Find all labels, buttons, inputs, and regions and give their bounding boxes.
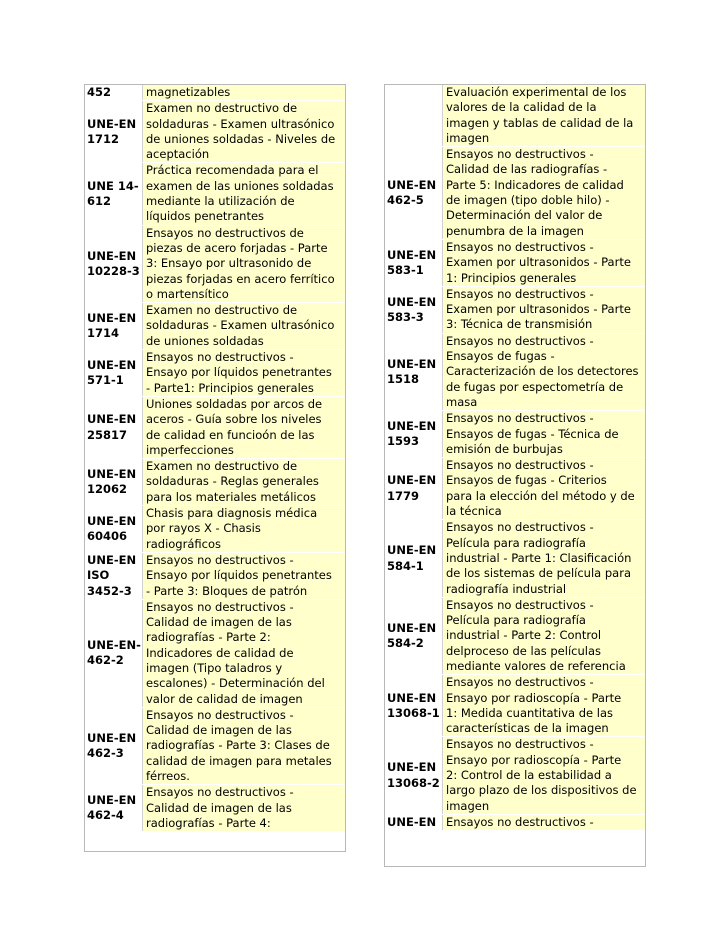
table-row <box>85 459 345 506</box>
description-line: imperfecciones <box>146 442 234 457</box>
description-line: Ensayos de fugas - Técnica de <box>446 426 619 441</box>
description-line: escalones) - Determinación del <box>146 676 325 691</box>
description-line: Ensayos no destructivos - <box>446 597 594 612</box>
table-row <box>85 506 345 553</box>
description-line: Ensayo por radioscopía - Parte <box>446 752 622 767</box>
standard-code: UNE-EN 583-1 <box>387 247 437 277</box>
description-line: Ensayos no destructivos - <box>146 707 294 722</box>
description-line: piezas de acero forjadas - Parte <box>146 240 328 255</box>
description-line: Ensayos no destructivos - <box>446 333 594 348</box>
standard-code <box>385 85 442 146</box>
description-line: 2: Control de la estabilidad a <box>446 768 612 783</box>
description-line: Evaluación experimental de los <box>446 85 627 99</box>
description-line: de imagen (tipo doble hilo) - <box>446 193 610 208</box>
description-line: Ensayos de fugas - Criterios <box>446 473 607 488</box>
standard-description <box>142 226 345 302</box>
description-line: valor de calidad de imagen <box>146 691 303 706</box>
table-row <box>85 303 345 350</box>
description-line: Ensayos no destructivos - <box>146 785 294 800</box>
description-line: de los sistemas de película para <box>446 566 631 581</box>
description-line: Calidad de las radiografías - <box>446 162 608 177</box>
table-row <box>385 737 645 814</box>
standard-description <box>442 458 645 519</box>
description-line: Ensayos de fugas - <box>446 349 555 364</box>
standard-code: UNE-EN 584-2 <box>387 620 437 651</box>
description-line: Ensayos no destructivos - <box>446 147 594 162</box>
standard-code: UNE-EN 13068-2 <box>387 760 440 790</box>
standard-code: UNE-EN 462-4 <box>87 793 137 823</box>
description-line: 3: Ensayo por ultrasonido de <box>146 256 312 271</box>
standard-description <box>142 600 345 707</box>
description-line: Determinación del valor de <box>446 208 603 223</box>
standard-description <box>142 85 345 100</box>
table-row <box>385 287 645 334</box>
table-row <box>85 350 345 397</box>
standard-code: UNE-EN 583-3 <box>387 294 437 324</box>
description-line: calidad de imagen para metales <box>146 753 332 768</box>
description-line: radiografías - Parte 4: <box>146 815 271 830</box>
standard-description <box>142 101 345 162</box>
standard-description <box>442 675 645 736</box>
description-line: soldaduras - Examen ultrasónico <box>146 318 335 333</box>
table-row <box>385 815 645 831</box>
description-line: de calidad en funcioón de las <box>146 427 315 442</box>
standard-description <box>442 737 645 813</box>
description-line: Examen no destructivo de <box>146 101 298 116</box>
description-line: imagen (Tipo taladros y <box>146 660 283 675</box>
description-line: delproceso de las películas <box>446 643 601 658</box>
standard-code: 452 <box>87 85 112 99</box>
description-line: Película para radiografía <box>446 613 586 628</box>
table-row <box>385 85 645 147</box>
description-line: o martensítico <box>146 286 229 301</box>
description-line: soldaduras - Examen ultrasónico <box>146 116 335 131</box>
right-standards-table <box>384 84 646 867</box>
standard-code: UNE-EN 13068-1 <box>387 690 440 720</box>
description-line: Ensayos no destructivos - <box>446 814 594 829</box>
description-line: Película para radiografía <box>446 535 586 550</box>
table-row <box>85 163 345 225</box>
description-line: penumbra de la imagen <box>446 223 584 238</box>
description-line: aceptación <box>146 147 210 162</box>
table-row <box>385 520 645 597</box>
description-line: Calidad de imagen de las <box>146 615 292 630</box>
description-line: masa <box>446 394 478 409</box>
description-line: imagen <box>446 130 490 145</box>
description-line: Ensayos no destructivos - <box>146 599 294 614</box>
standard-description <box>442 240 645 286</box>
standard-description <box>142 785 345 831</box>
description-line: para la elección del método y de <box>446 488 635 503</box>
description-line: Ensayos no destructivos - <box>146 552 294 567</box>
standard-description <box>142 350 345 396</box>
table-row <box>85 226 345 303</box>
standard-code: UNE-EN 1518 <box>387 356 437 386</box>
table-row <box>385 675 645 737</box>
table-row <box>85 708 345 785</box>
description-line: largo plazo de los dispositivos de <box>446 783 637 798</box>
description-line: Chasis para diagnosis médica <box>146 506 318 521</box>
description-line: industrial - Parte 1: Clasificación <box>446 550 632 565</box>
description-line: Calidad de imagen de las <box>146 800 292 815</box>
standard-description <box>142 303 345 349</box>
table-row <box>85 785 345 832</box>
description-line: imagen <box>446 798 490 813</box>
description-line: Ensayos no destructivos - <box>446 239 594 254</box>
description-line: Ensayos no destructivos - <box>446 286 594 301</box>
standard-code: UNE-EN 462-5 <box>387 177 437 208</box>
description-line: características de la imagen <box>446 721 609 736</box>
table-row <box>85 397 345 459</box>
description-line: Ensayos no destructivos - <box>446 675 594 690</box>
description-line: férreos. <box>146 769 190 784</box>
description-line: Indicadores de calidad de <box>146 645 294 660</box>
standard-description <box>142 708 345 784</box>
standard-code: UNE-EN 584-1 <box>387 543 437 573</box>
description-line: mediante la utilización de <box>146 194 295 209</box>
description-line: Examen por ultrasonidos - Parte <box>446 302 631 317</box>
standard-code: UNE-EN 1779 <box>387 473 437 503</box>
description-line: de uniones soldadas - Niveles de <box>146 131 336 146</box>
standard-code: UNE-EN 25817 <box>87 412 137 442</box>
standard-code: UNE-EN <box>387 814 437 829</box>
standard-code: UNE-EN 10228-3 <box>87 248 140 278</box>
description-line: soldaduras - Reglas generales <box>146 474 319 489</box>
table-row <box>385 240 645 287</box>
description-line: Parte 5: Indicadores de calidad <box>446 177 624 192</box>
table-row <box>85 101 345 163</box>
table-row <box>385 458 645 520</box>
description-line: Ensayo por líquidos penetrantes <box>146 568 332 583</box>
standard-description <box>142 459 345 505</box>
standard-code: UNE-EN 1593 <box>387 418 437 449</box>
description-line: radiografías - Parte 2: <box>146 630 271 645</box>
standard-description <box>442 815 645 830</box>
description-line: 3: Técnica de transmisión <box>446 317 593 332</box>
description-line: radiográficos <box>146 536 221 551</box>
description-line: de uniones soldadas <box>146 333 264 348</box>
description-line: mediante valores de referencia <box>446 658 626 673</box>
description-line: Ensayos no destructivos - <box>446 737 594 752</box>
description-line: la técnica <box>446 504 502 519</box>
description-line: Examen no destructivo de <box>146 303 298 318</box>
standard-description <box>442 334 645 410</box>
standard-description <box>142 506 345 552</box>
standard-code: UNE 14-612 <box>87 178 139 209</box>
description-line: Ensayos no destructivos - <box>446 520 594 535</box>
description-line: industrial - Parte 2: Control <box>446 628 602 643</box>
description-line: Ensayos no destructivos - <box>146 350 294 365</box>
description-line: 1: Principios generales <box>446 270 577 285</box>
description-line: Uniones soldadas por arcos de <box>146 396 323 411</box>
standard-code: UNE-EN ISO 3452-3 <box>87 552 137 598</box>
table-row <box>85 85 345 101</box>
standard-description <box>442 520 645 596</box>
standard-code: UNE-EN-462-2 <box>87 638 141 668</box>
description-line: líquidos penetrantes <box>146 209 265 224</box>
description-line: Ensayos no destructivos - <box>446 411 594 426</box>
description-line: emisión de burbujas <box>446 441 563 456</box>
standard-code: UNE-EN 60406 <box>87 513 137 543</box>
description-line: valores de la calidad de la <box>446 100 597 115</box>
description-line: Caracterización de los detectores <box>446 364 639 379</box>
description-line: Examen no destructivo de <box>146 459 298 474</box>
description-line: Ensayos no destructivos de <box>146 225 304 240</box>
standard-description <box>142 397 345 458</box>
description-line: Ensayo por radioscopía - Parte <box>446 690 622 705</box>
standard-description <box>442 411 645 457</box>
table-row <box>385 334 645 411</box>
description-line: de fugas por espectometría de <box>446 379 624 394</box>
table-row <box>385 598 645 675</box>
description-line: para los materiales metálicos <box>146 489 316 504</box>
standard-code: UNE-EN 12062 <box>87 466 137 497</box>
description-line: Examen por ultrasonidos - Parte <box>446 255 631 270</box>
description-line: - Parte1: Principios generales <box>146 380 314 395</box>
table-row <box>385 411 645 458</box>
description-line: Ensayo por líquidos penetrantes <box>146 365 332 380</box>
table-row <box>85 553 345 600</box>
description-line: por rayos X - Chasis <box>146 521 261 536</box>
standard-code: UNE-EN 1712 <box>87 116 137 146</box>
standard-description <box>142 163 345 224</box>
description-line: Calidad de imagen de las <box>146 723 292 738</box>
description-line: aceros - Guía sobre los niveles <box>146 412 322 427</box>
description-line: magnetizables <box>146 85 231 99</box>
description-line: - Parte 3: Bloques de patrón <box>146 583 308 598</box>
description-line: piezas forjadas en acero ferrítico <box>146 271 335 286</box>
standard-description <box>442 287 645 333</box>
description-line: imagen y tablas de calidad de la <box>446 115 634 130</box>
table-row <box>85 600 345 708</box>
standard-description <box>442 85 645 146</box>
standard-code: UNE-EN 571-1 <box>87 357 137 387</box>
description-line: radiografía industrial <box>446 581 567 596</box>
description-line: radiografías - Parte 3: Clases de <box>146 738 330 753</box>
standard-code: UNE-EN 462-3 <box>87 730 137 761</box>
description-line: examen de las uniones soldadas <box>146 178 334 193</box>
description-line: Ensayos no destructivos - <box>446 458 594 473</box>
standard-description <box>442 147 645 239</box>
table-row <box>385 147 645 240</box>
standard-description <box>142 553 345 599</box>
standard-description <box>442 598 645 674</box>
left-standards-table <box>84 84 346 852</box>
description-line: 1: Medida cuantitativa de las <box>446 705 614 720</box>
description-line: Práctica recomendada para el <box>146 163 319 178</box>
standard-code: UNE-EN 1714 <box>87 310 137 341</box>
